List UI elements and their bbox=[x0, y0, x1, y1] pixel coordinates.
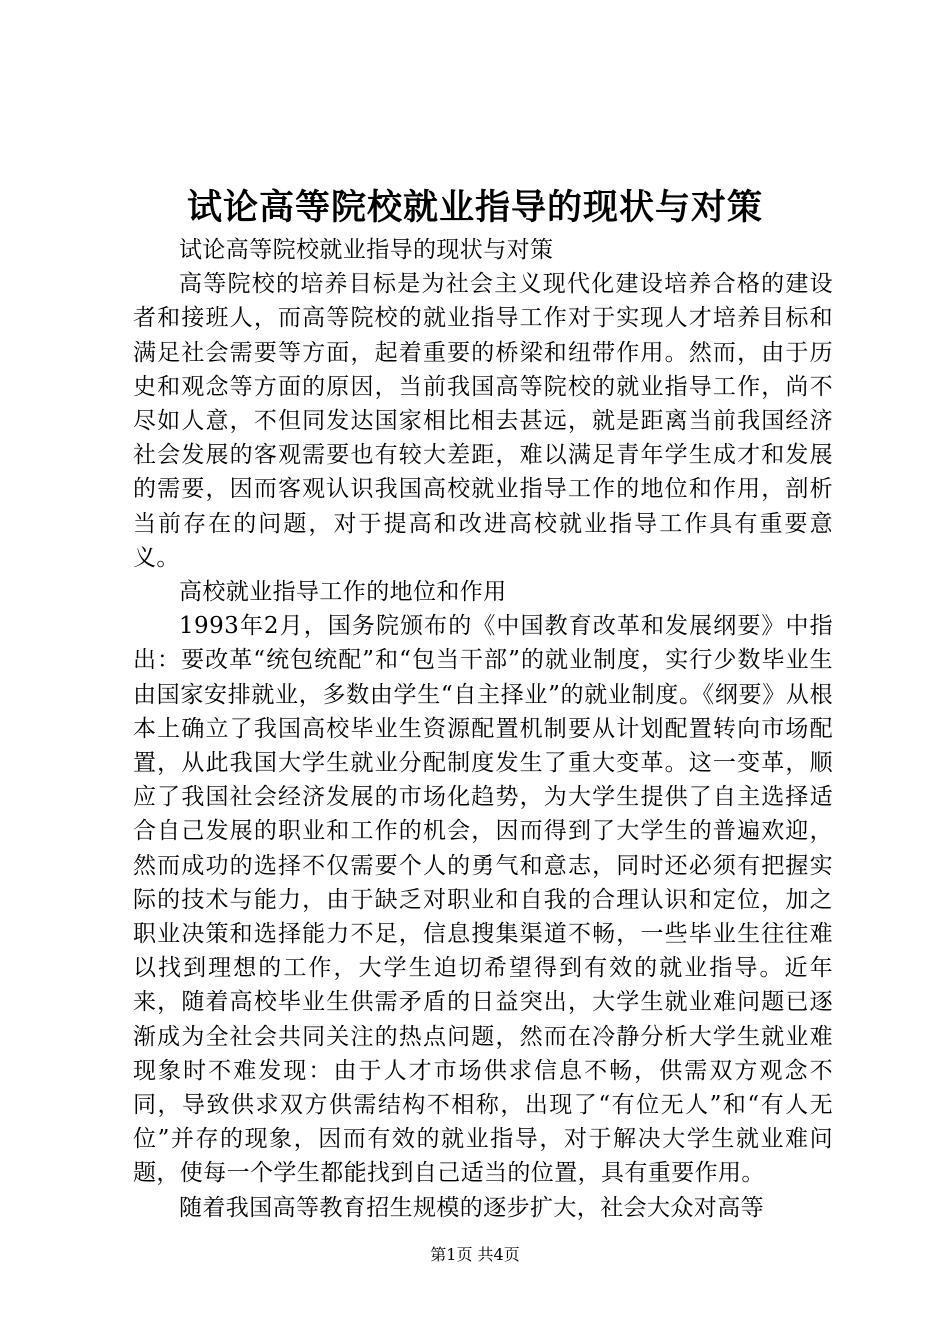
document-body bbox=[133, 233, 833, 1225]
body-paragraph: 高等院校的培养目标是为社会主义现代化建设培养合格的建设者和接班人，而高等院校的就业指导工作对于实现人才培养目标和满足社会需要等方面，起着重要的桥梁和纽带作用。然而，由于历史和观念等方面的原因，当前我国高等院校的就业指导工作，尚不尽如人意，不但同发达国家相比相去甚远，就是距离当前我国经济社会发展的客观需要也有较大差距，难以满足青年学生成才和发展的需要，因而客观认识我国高校就业指导工作的地位和作用，剖析当前存在的问题，对于提高和改进高校就业指导工作具有重要意义。 bbox=[133, 271, 833, 571]
body-paragraph: 1993年2月，国务院颁布的《中国教育改革和发展纲要》中指出：要改革“统包统配”和“包当干部”的就业制度，实行少数毕业生由国家安排就业，多数由学生“自主择业”的就业制度。《纲要》从根本上确立了我国高校毕业生资源配置机制要从计划配置转向市场配置，从此我国大学生就业分配制度发生了重大变革。这一变革，顺应了我国社会经济发展的市场化趋势，为大学生提供了自主选择适合自己发展的职业和工作的机会，因而得到了大学生的普遍欢迎，然而成功的选择不仅需要个人的勇气和意志，同时还必须有把握实际的技术与能力，由于缺乏对职业和自我的合理认识和定位，加之职业决策和选择能力不足，信息搜集渠道不畅，一些毕业生往往难以找到理想的工作，大学生迫切希望得到有效的就业指导。近年来，随着高校毕业生供需矛盾的日益突出，大学生就业难问题已逐渐成为全社会共同关注的热点问题，然而在冷静分析大学生就业难现象时不难发现：由于人才市场供求信息不畅，供需双方观念不同，导致供求双方供需结构不相称，出现了“有位无人”和“有人无位”并存的现象，因而有效的就业指导，对于解决大学生就业难问题，使每一个学生都能找到自己适当的位置，具有重要作用。 bbox=[133, 613, 833, 1187]
document-title: 试论高等院校就业指导的现状与对策 bbox=[186, 187, 763, 228]
section-heading: 高校就业指导工作的地位和作用 bbox=[179, 579, 507, 606]
subtitle-paragraph: 试论高等院校就业指导的现状与对策 bbox=[179, 237, 554, 263]
body-paragraph: 随着我国高等教育招生规模的逐步扩大，社会大众对高等 bbox=[179, 1194, 764, 1221]
page-footer: 第1页 共4页 bbox=[430, 1245, 520, 1264]
